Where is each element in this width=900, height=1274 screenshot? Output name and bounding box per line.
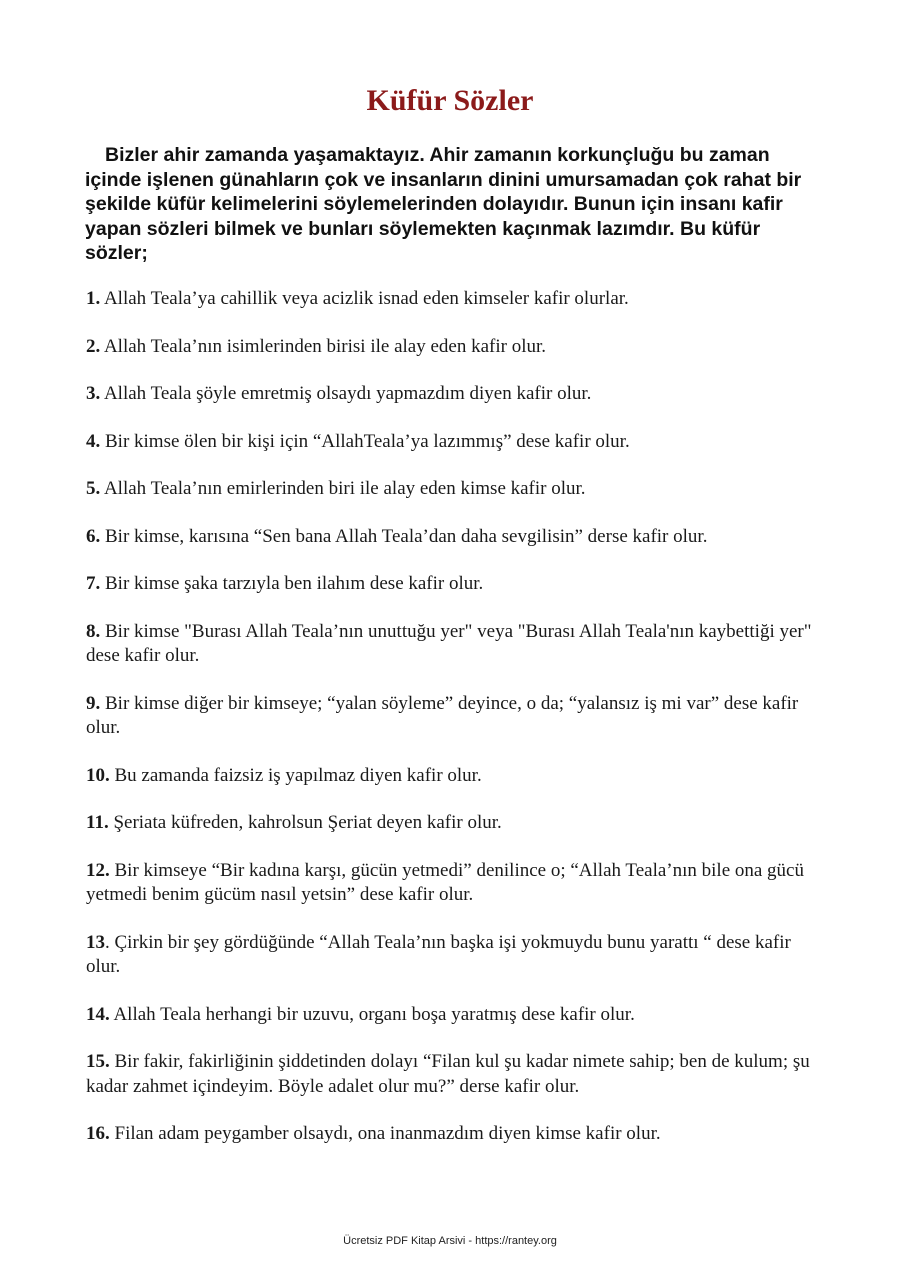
item-number: 11.	[86, 812, 109, 833]
item-number: 10.	[86, 764, 110, 786]
item-number: 1.	[86, 288, 101, 309]
item-number: 9.	[86, 692, 101, 714]
item-text: Bir kimse "Burası Allah Teala’nın unuttuğu yer" veya "Burası Allah Teala'nın kaybettiği yer" dese kafir olur.	[86, 620, 812, 666]
item-text: Bir kimse ölen bir kişi için “AllahTeala’ya lazımmış” dese kafir olur.	[100, 430, 630, 452]
item-number: 15.	[86, 1051, 110, 1072]
item-text: Bir kimse diğer bir kimseye; “yalan söyleme” deyince, o da; “yalansız iş mi var” dese kafir olur.	[86, 692, 799, 738]
item-number: 8.	[86, 620, 101, 642]
item-text: Allah Teala şöyle emretmiş olsaydı yapmazdım diyen kafir olur.	[100, 383, 592, 404]
item-number: 7.	[86, 573, 101, 594]
item-text: Bu zamanda faizsiz iş yapılmaz diyen kafir olur.	[109, 764, 482, 786]
page-title: Küfür Sözler	[366, 84, 534, 117]
list-item	[86, 525, 816, 550]
item-number: 5.	[86, 478, 101, 499]
list-item	[86, 572, 816, 597]
item-text: Allah Teala herhangi bir uzuvu, organı boşa yaratmış dese kafir olur.	[109, 1003, 635, 1025]
intro-paragraph: Bizler ahir zamanda yaşamaktayız. Ahir zamanın korkunçluğu bu zaman içinde işlenen günahların çok ve insanların dinini umursamadan çok rahat bir şekilde küfür kelimelerini söylemelerinden dolayıdır. Bunun için insanı kafir yapan sözleri bilmek ve bunları söylemekten kaçınmak lazımdır. Bu küfür sözler;	[85, 144, 802, 264]
list-item	[86, 1122, 816, 1147]
footer-source-note: Ücretsiz PDF Kitap Arsivi - https://rantey.org	[343, 1235, 557, 1247]
item-number: 6.	[86, 525, 101, 547]
item-text: Bir kimseye “Bir kadına karşı, gücün yetmedi” denilince o; “Allah Teala’nın bile ona gücü yetmedi benim gücüm nasıl yetsin” dese kafir olur.	[86, 859, 804, 905]
item-text: Bir fakir, fakirliğinin şiddetinden dolayı “Filan kul şu kadar nimete sahip; ben de kulum; şu kadar zahmet içindeyim. Böyle adalet olur mu?” derse kafir olur.	[86, 1051, 810, 1097]
item-text: Bir kimse, karısına “Sen bana Allah Teala’dan daha sevgilisin” derse kafir olur.	[100, 525, 708, 547]
item-text: Filan adam peygamber olsaydı, ona inanmazdım diyen kimse kafir olur.	[109, 1123, 661, 1144]
list-item	[86, 692, 816, 741]
list-item	[86, 430, 816, 455]
list-item	[86, 811, 816, 836]
item-text: . Çirkin bir şey gördüğünde “Allah Teala’nın başka işi yokmuydu bunu yarattı “ dese kafir olur.	[86, 931, 791, 977]
list-item	[86, 335, 816, 360]
list-item	[86, 764, 816, 789]
item-number: 16.	[86, 1123, 110, 1144]
item-number: 4.	[86, 430, 101, 452]
item-text: Allah Teala’ya cahillik veya acizlik isnad eden kimseler kafir olurlar.	[100, 288, 629, 309]
list-item	[86, 382, 816, 407]
item-text: Allah Teala’nın emirlerinden biri ile alay eden kimse kafir olur.	[100, 478, 586, 499]
item-number: 3.	[86, 383, 101, 404]
item-number: 14.	[86, 1003, 110, 1025]
list-item	[86, 1003, 816, 1028]
item-number: 2.	[86, 335, 101, 357]
statements-list	[86, 287, 816, 1170]
list-item	[86, 287, 816, 312]
list-item	[86, 931, 816, 980]
item-text: Bir kimse şaka tarzıyla ben ilahım dese kafir olur.	[100, 573, 484, 594]
list-item	[86, 859, 816, 908]
list-item	[86, 620, 816, 669]
item-text: Şeriata küfreden, kahrolsun Şeriat deyen kafir olur.	[108, 812, 502, 833]
item-text: Allah Teala’nın isimlerinden birisi ile alay eden kafir olur.	[100, 335, 546, 357]
item-number: 12.	[86, 859, 110, 881]
list-item	[86, 1050, 816, 1099]
list-item	[86, 477, 816, 502]
item-number: 13	[86, 931, 105, 953]
